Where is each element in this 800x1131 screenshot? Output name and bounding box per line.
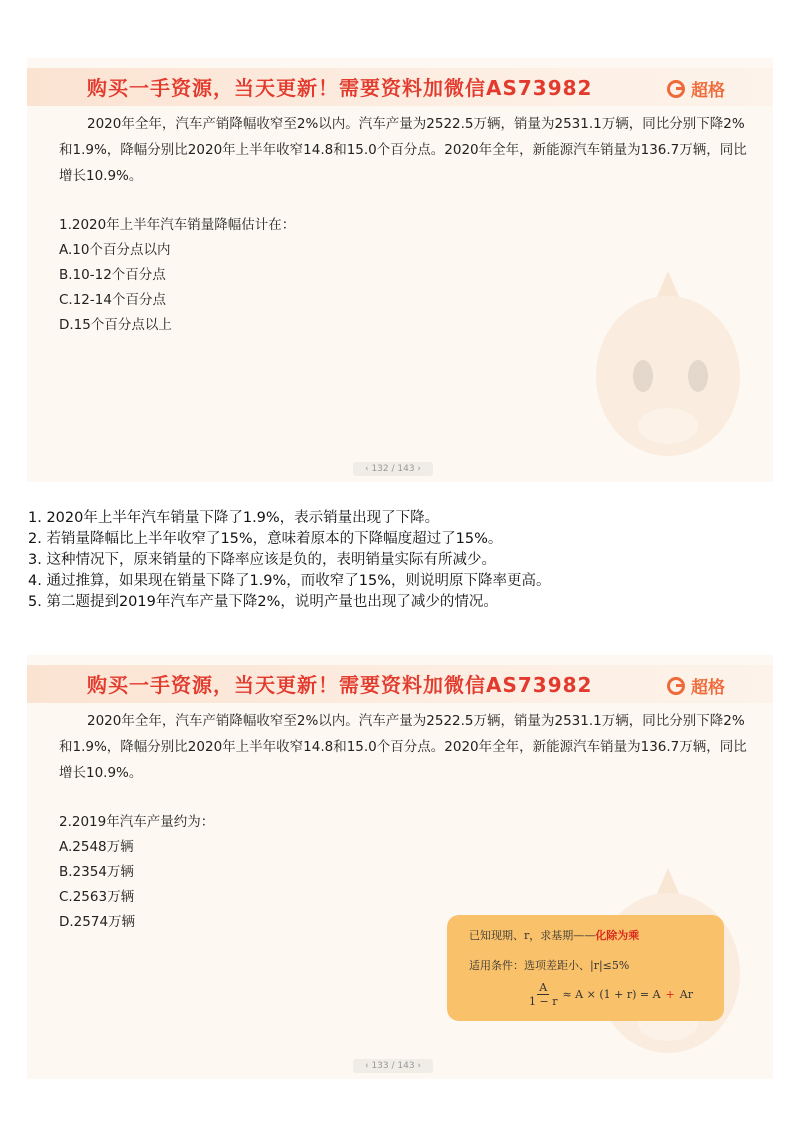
mascot-watermark xyxy=(583,266,753,476)
passage-text xyxy=(59,111,749,189)
logo-icon xyxy=(667,80,685,98)
fraction-numerator: A xyxy=(539,981,548,994)
fraction-denominator: 1 − r xyxy=(529,995,558,1008)
formula-rhs: ≈ A × (1 + r) = A xyxy=(562,988,661,1001)
option-b: B.10-12个百分点 xyxy=(59,267,166,283)
option-c: C.12-14个百分点 xyxy=(59,292,166,308)
formula-plus: + xyxy=(665,988,675,1001)
logo-icon xyxy=(667,677,685,695)
option-d: D.2574万辆 xyxy=(59,914,136,930)
promo-banner xyxy=(27,665,773,703)
promo-banner xyxy=(27,68,773,106)
logo-text: 超格 xyxy=(691,81,725,101)
formula-tail: Ar xyxy=(679,988,693,1001)
question-block xyxy=(59,213,295,338)
option-a: A.10个百分点以内 xyxy=(59,242,171,258)
note-line-5: 5. 第二题提到2019年汽车产量下降2%，说明产量也出现了减少的情况。 xyxy=(28,594,498,610)
note-line-2: 2. 若销量降幅比上半年收窄了15%，意味着原本的下降幅度超过了15%。 xyxy=(28,531,503,547)
passage-body: 2020年全年，汽车产销降幅收窄至2%以内。汽车产量为2522.5万辆，销量为2531.1万辆，同比分别下降2%和1.9%，降幅分别比2020年上半年收窄14.8和15.0个百分点。2020年全年，新能源汽车销量为136.7万辆，同比增长10.9%。 xyxy=(59,116,747,184)
brand-logo xyxy=(667,76,725,101)
option-d: D.15个百分点以上 xyxy=(59,317,172,333)
page-indicator[interactable]: ‹ 132 / 143 › xyxy=(353,462,433,476)
option-c: C.2563万辆 xyxy=(59,889,135,905)
formula-highlight: 化除为乘 xyxy=(595,929,640,942)
formula-expression xyxy=(529,981,693,1008)
fraction xyxy=(529,981,557,1008)
slide-1 xyxy=(27,58,773,482)
formula-title-text: 已知现期、r，求基期—— xyxy=(469,929,596,942)
note-line-1: 1. 2020年上半年汽车销量下降了1.9%，表示销量出现了下降。 xyxy=(28,510,440,526)
note-line-4: 4. 通过推算，如果现在销量下降了1.9%，而收窄了15%，则说明原下降率更高。 xyxy=(28,573,551,589)
banner-text: 购买一手资源，当天更新！需要资料加微信AS73982 xyxy=(87,673,593,697)
page-indicator[interactable]: ‹ 133 / 143 › xyxy=(353,1059,433,1073)
option-a: A.2548万辆 xyxy=(59,839,134,855)
brand-logo xyxy=(667,673,725,698)
formula-title xyxy=(469,927,639,943)
question-stem: 1.2020年上半年汽车销量降幅估计在： xyxy=(59,217,296,233)
question-block xyxy=(59,810,214,935)
note-line-3: 3. 这种情况下，原来销量的下降率应该是负的，表明销量实际有所减少。 xyxy=(28,552,496,568)
analysis-notes xyxy=(28,508,768,613)
slide-2 xyxy=(27,655,773,1079)
passage-body: 2020年全年，汽车产销降幅收窄至2%以内。汽车产量为2522.5万辆，销量为2531.1万辆，同比分别下降2%和1.9%，降幅分别比2020年上半年收窄14.8和15.0个百分点。2020年全年，新能源汽车销量为136.7万辆，同比增长10.9%。 xyxy=(59,713,747,781)
passage-text xyxy=(59,708,749,786)
option-b: B.2354万辆 xyxy=(59,864,134,880)
banner-text: 购买一手资源，当天更新！需要资料加微信AS73982 xyxy=(87,76,593,100)
question-stem: 2.2019年汽车产量约为： xyxy=(59,814,215,830)
formula-card xyxy=(447,915,724,1021)
logo-text: 超格 xyxy=(691,678,725,698)
formula-condition: 适用条件：选项差距小、|r|≤5% xyxy=(469,959,630,972)
